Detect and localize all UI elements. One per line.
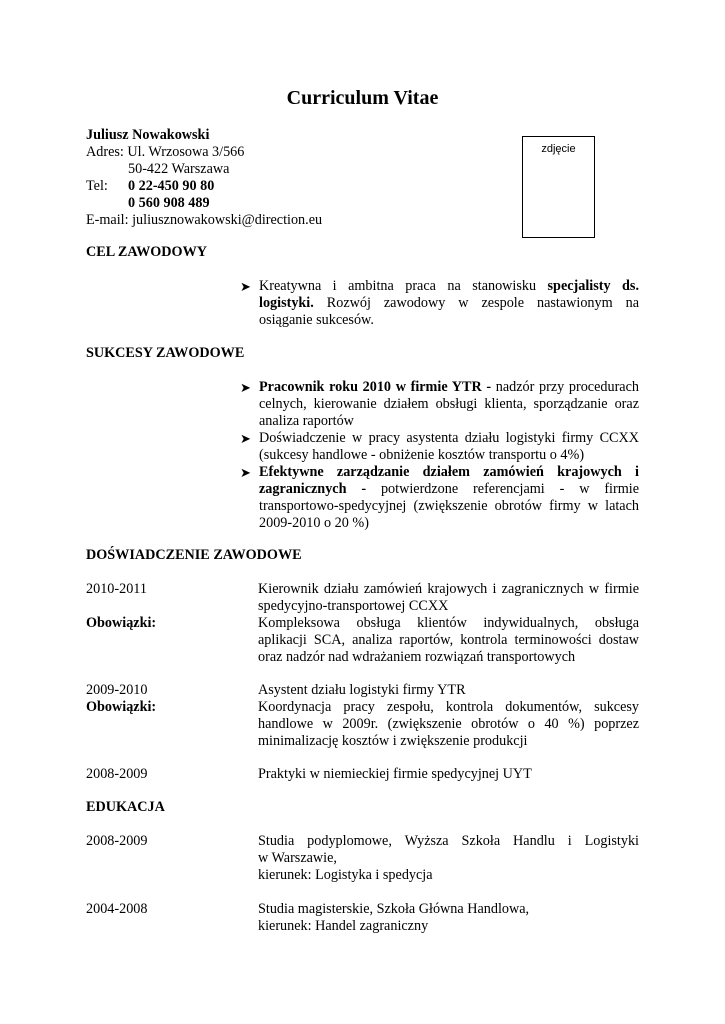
education-line: Studia podyplomowe, Wyższa Szkoła Handlu i Logistyki <box>258 833 639 849</box>
experience-title: Asystent działu logistyki firmy YTR <box>258 682 466 698</box>
section-heading-education: EDUKACJA <box>86 799 165 815</box>
email-label: E-mail: <box>86 212 129 228</box>
email-address: juliusznowakowski@direction.eu <box>132 212 323 228</box>
document-title: Curriculum Vitae <box>286 87 439 109</box>
arrow-bullet-icon: ➤ <box>240 380 251 395</box>
experience-entry <box>86 766 639 783</box>
education-details <box>258 833 639 884</box>
duties-text: Koordynacja pracy zespołu, kontrola dokumentów, sukcesy handlowe w 2009r. (zwiększenie obrotów o 40 %) poprzez minimalizację kosztów i zwiększenie produkcji <box>258 699 639 749</box>
experience-duties <box>86 615 639 666</box>
experience-title: Praktyki w niemieckiej firmie spedycyjnej UYT <box>258 766 532 782</box>
photo-placeholder <box>522 136 595 238</box>
goal-list <box>240 278 639 329</box>
email-line <box>86 212 506 229</box>
personal-info <box>86 127 506 229</box>
duties-text: Kompleksowa obsługa klientów indywidualnych, obsługa aplikacji SCA, analiza raportów, kontrola terminowości dostaw oraz nadzór nad wdrażaniem rozwiązań transportowych <box>258 615 639 665</box>
section-heading-experience: DOŚWIADCZENIE ZAWODOWE <box>86 547 302 563</box>
education-entry <box>86 833 639 884</box>
experience-period: 2008-2009 <box>86 766 148 782</box>
arrow-bullet-icon: ➤ <box>240 431 251 446</box>
address-line-1 <box>86 144 506 161</box>
successes-list <box>240 379 639 532</box>
success-item: ➤ Pracownik roku 2010 w firmie YTR - nadzór przy procedurach celnych, kierowanie działem obsługi klienta, sporządzanie oraz analiza raportów <box>240 379 639 429</box>
experience-period: 2010-2011 <box>86 581 147 597</box>
arrow-bullet-icon: ➤ <box>240 279 251 294</box>
experience-entry <box>86 581 639 615</box>
address-label: Adres: <box>86 144 124 160</box>
section-heading-successes: SUKCESY ZAWODOWE <box>86 345 245 361</box>
education-line: Studia magisterskie, Szkoła Główna Handlowa, <box>258 901 530 917</box>
experience-duties <box>86 699 639 750</box>
success-item: ➤ Efektywne zarządzanie działem zamówień krajowych i zagranicznych - potwierdzone referencjami - w firmie transportowo-spedycyjnej (zwiększenie obrotów firmy w latach 2009-2010 o 20 %) <box>240 464 639 531</box>
experience-title: Kierownik działu zamówień krajowych i zagranicznych w firmie spedycyjno-transportowej CCXX <box>258 581 639 614</box>
photo-label: zdjęcie <box>541 143 576 155</box>
section-heading-goal: CEL ZAWODOWY <box>86 244 208 260</box>
education-line: kierunek: Logistyka i spedycja <box>258 867 433 883</box>
phone-line-1 <box>86 178 506 195</box>
duties-label: Obowiązki: <box>86 699 157 715</box>
tel-label: Tel: <box>86 178 108 194</box>
goal-item: ➤ Kreatywna i ambitna praca na stanowisku specjalisty ds. logistyki. Rozwój zawodowy w zespole nastawionym na osiąganie sukcesów. <box>240 278 639 328</box>
experience-entry <box>86 682 639 699</box>
person-name: Juliusz Nowakowski <box>86 127 210 143</box>
education-details <box>258 901 639 935</box>
success-item: ➤ Doświadczenie w pracy asystenta działu logistyki firmy CCXX (sukcesy handlowe - obniżenie kosztów transportu o 4%) <box>240 430 639 463</box>
education-period: 2008-2009 <box>86 833 148 849</box>
education-entry <box>86 901 639 935</box>
experience-period: 2009-2010 <box>86 682 148 698</box>
education-line: w Warszawie, <box>258 850 337 866</box>
arrow-bullet-icon: ➤ <box>240 465 251 480</box>
education-line: kierunek: Handel zagraniczny <box>258 918 429 934</box>
duties-label: Obowiązki: <box>86 615 157 631</box>
phone-1: 0 22-450 90 80 <box>128 178 215 194</box>
education-period: 2004-2008 <box>86 901 148 917</box>
address-city: 50-422 Warszawa <box>128 161 230 177</box>
phone-2: 0 560 908 489 <box>128 195 210 211</box>
address-street: Ul. Wrzosowa 3/566 <box>127 144 245 160</box>
